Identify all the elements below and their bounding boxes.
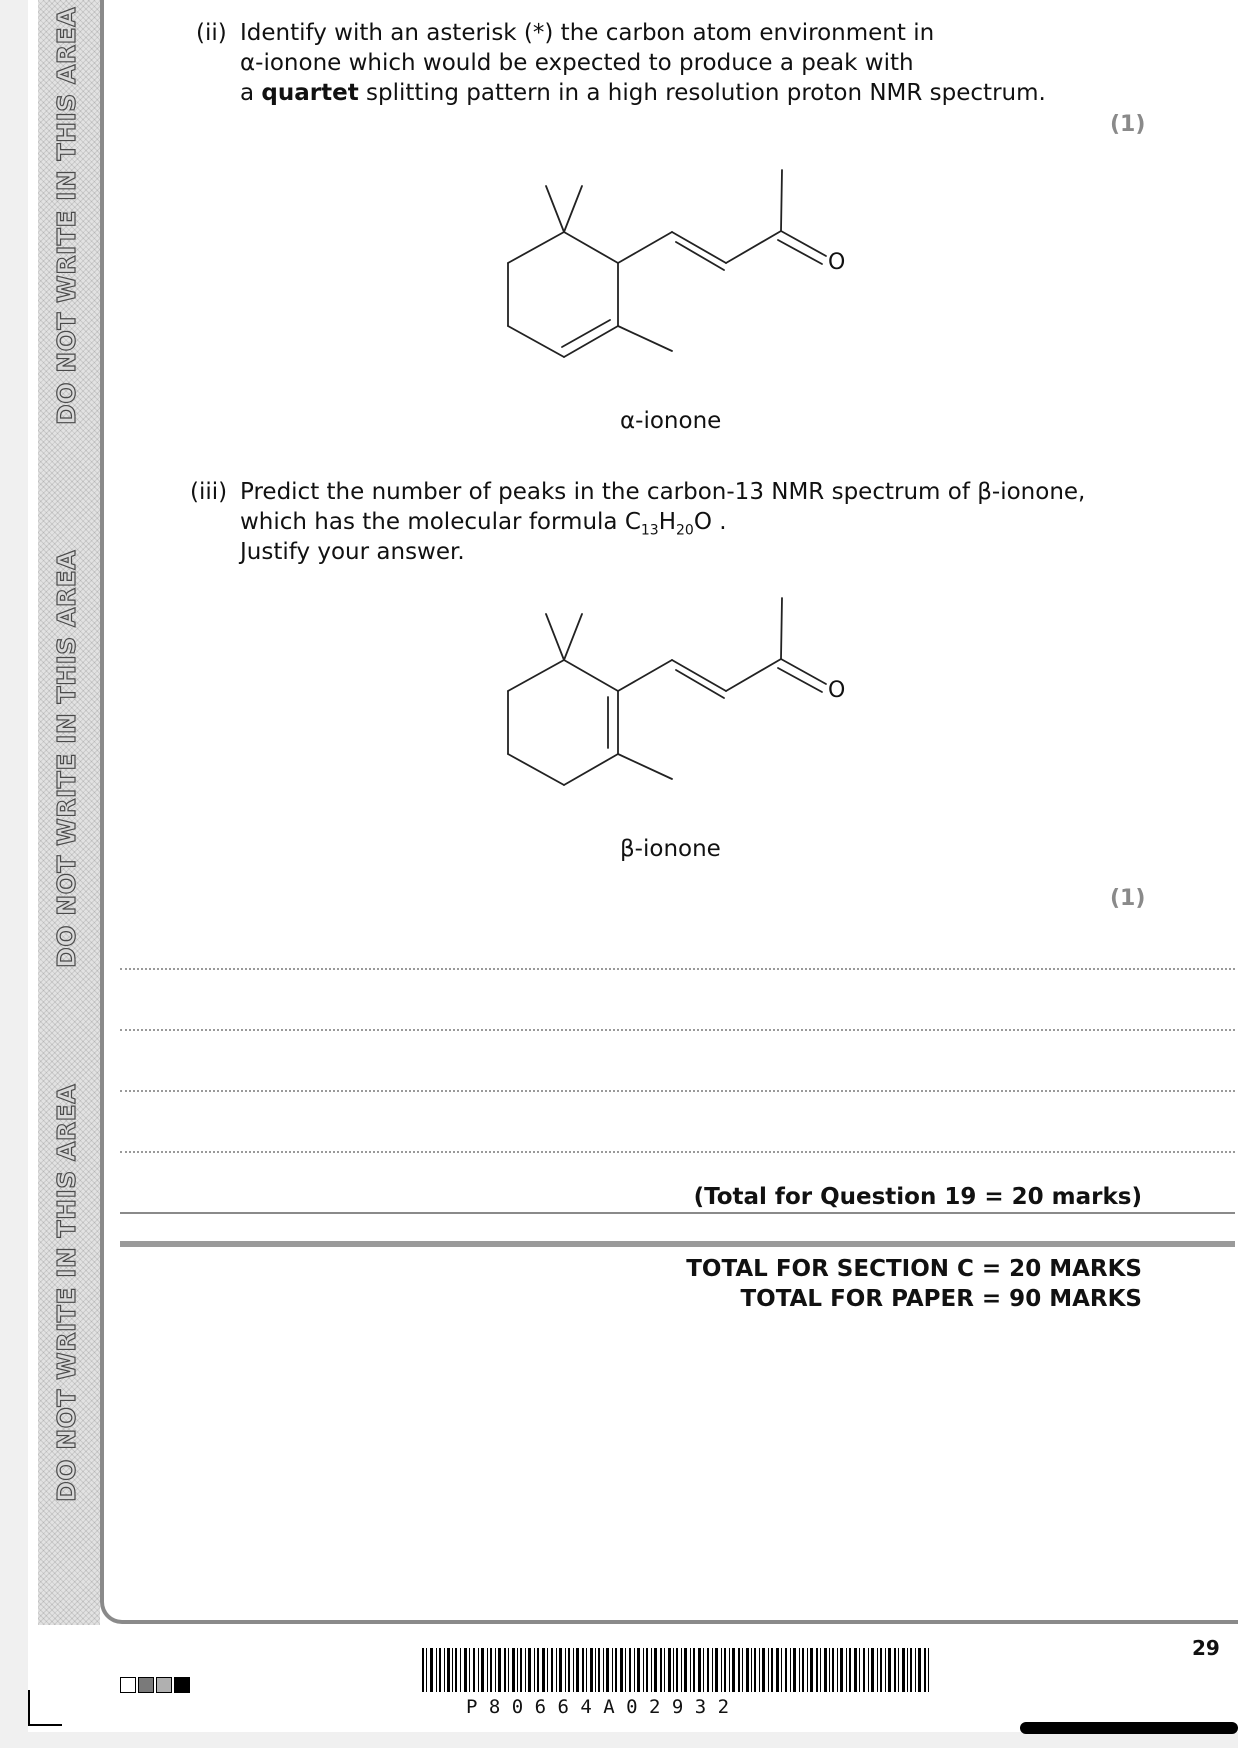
margin-warning: DO NOT WRITE IN THIS AREA (52, 549, 81, 968)
crop-mark (28, 1690, 30, 1724)
question-text-line: Identify with an asterisk (*) the carbon atom environment in (240, 20, 935, 46)
home-indicator[interactable] (1020, 1722, 1238, 1734)
answer-line[interactable] (120, 1090, 1235, 1092)
alpha-ionone-structure[interactable] (508, 170, 826, 357)
barcode (422, 1648, 929, 1692)
registration-squares (120, 1677, 190, 1693)
subscript-hydrogen-count: 20 (676, 522, 694, 539)
question-text-line: a quartet splitting pattern in a high resolution proton NMR spectrum. (240, 80, 1046, 106)
page-number: 29 (1192, 1636, 1220, 1660)
structure-caption-beta: β-ionone (620, 836, 721, 862)
section-total: TOTAL FOR SECTION C = 20 MARKS (686, 1256, 1142, 1282)
crop-mark (28, 1724, 62, 1726)
answer-line[interactable] (120, 1151, 1235, 1153)
paper-total: TOTAL FOR PAPER = 90 MARKS (740, 1286, 1142, 1312)
margin-warning: DO NOT WRITE IN THIS AREA (52, 6, 81, 425)
question-number: (iii) (190, 479, 228, 505)
answer-line[interactable] (120, 968, 1235, 970)
margin-warning: DO NOT WRITE IN THIS AREA (52, 1083, 81, 1502)
question-text-line: Predict the number of peaks in the carbon-13 NMR spectrum of β-ionone, (240, 479, 1086, 505)
divider (120, 1212, 1235, 1214)
question-text-line: which has the molecular formula $C_{13}H_{20}O$ . (240, 509, 727, 539)
subscript-carbon-count: 13 (640, 522, 659, 539)
section-divider (120, 1241, 1235, 1247)
oxygen-label: O (828, 678, 846, 703)
question-number: (ii) (196, 20, 227, 46)
marks-allocation: (1) (1110, 886, 1146, 911)
question-text-line: Justify your answer. (240, 539, 465, 565)
question-total: (Total for Question 19 = 20 marks) (693, 1184, 1142, 1210)
structure-caption-alpha: α-ionone (620, 408, 722, 434)
question-text-line: α-ionone which would be expected to produce a peak with (240, 50, 914, 76)
beta-ionone-structure[interactable] (508, 598, 826, 785)
barcode-number: P 8 0 6 6 4 A 0 2 9 3 2 (466, 1696, 730, 1718)
emphasis-quartet: quartet (261, 80, 359, 106)
oxygen-label: O (828, 250, 846, 275)
answer-line[interactable] (120, 1029, 1235, 1031)
marks-allocation: (1) (1110, 112, 1146, 137)
